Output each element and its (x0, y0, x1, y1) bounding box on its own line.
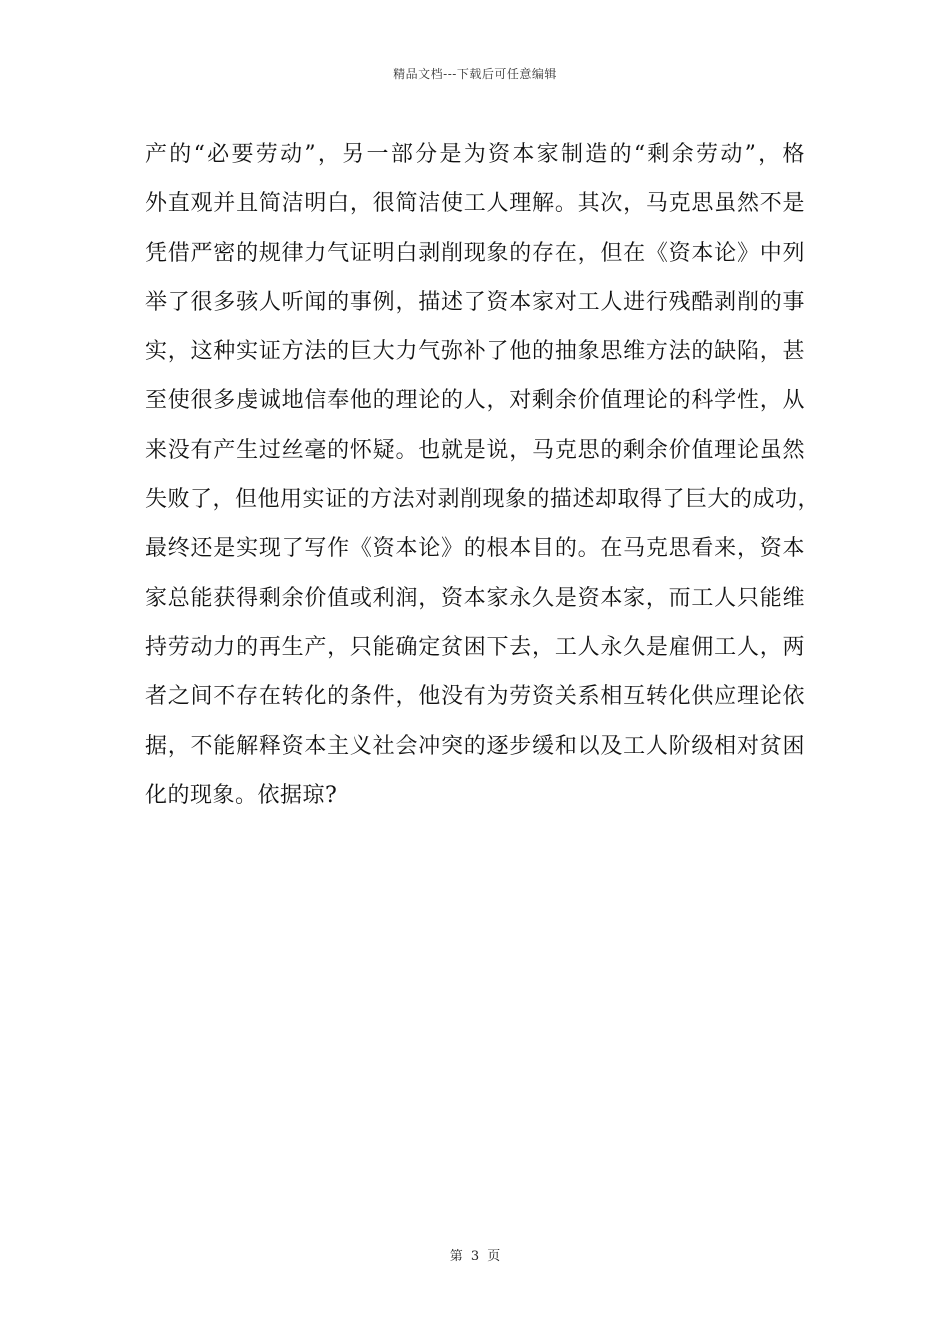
body-line-10: 家总能获得剩余价值或利润，资本家永久是资本家，而工人只能维 (145, 585, 805, 611)
body-line-1: 产的“必要劳动”，另一部分是为资本家制造的“剩余劳动”，格 (145, 142, 805, 167)
body-line-12: 者之间不存在转化的条件，他没有为劳资关系相互转化供应理论依 (145, 684, 805, 710)
footer-suffix: 页 (487, 1249, 501, 1264)
body-line-6: 至使很多虔诚地信奉他的理论的人，对剩余价值理论的科学性，从 (145, 388, 805, 414)
body-paragraph (145, 130, 821, 820)
body-line-9: 最终还是实现了写作《资本论》的根本目的。在马克思看来，资本 (145, 536, 805, 562)
page-header: 精品文档---下载后可任意编辑 (393, 67, 557, 81)
body-line-4: 举了很多骇人听闻的事例，描述了资本家对工人进行残酷剥削的事 (145, 289, 805, 315)
page-footer (0, 1248, 950, 1266)
body-line-11: 持劳动力的再生产，只能确定贫困下去，工人永久是雇佣工人，两 (145, 634, 805, 660)
body-line-3: 凭借严密的规律力气证明白剥削现象的存在，但在《资本论》中列 (145, 240, 805, 266)
body-line-13: 据，不能解释资本主义社会冲突的逐步缓和以及工人阶级相对贫困 (145, 733, 805, 759)
body-line-14: 化的现象。依据琼? (145, 782, 338, 808)
body-line-7: 来没有产生过丝毫的怀疑。也就是说，马克思的剩余价值理论虽然 (145, 437, 805, 463)
body-line-8: 失败了，但他用实证的方法对剥削现象的描述却取得了巨大的成功， (145, 487, 821, 513)
page-number: 3 (470, 1249, 480, 1264)
footer-prefix: 第 (449, 1249, 463, 1264)
body-line-5: 实，这种实证方法的巨大力气弥补了他的抽象思维方法的缺陷，甚 (145, 339, 805, 365)
body-line-2: 外直观并且简洁明白，很简洁使工人理解。其次，马克思虽然不是 (145, 191, 805, 217)
